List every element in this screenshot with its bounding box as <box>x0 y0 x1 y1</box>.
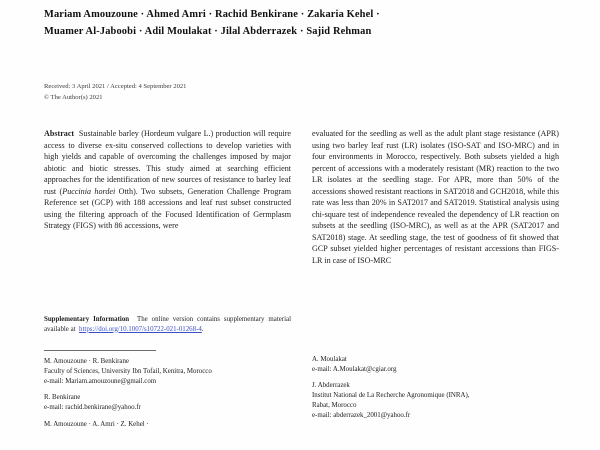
affiliation-email-line <box>44 403 294 413</box>
copyright-line: © The Author(s) 2021 <box>44 93 103 101</box>
affiliation-entry <box>312 355 562 375</box>
supplementary-information <box>44 315 291 334</box>
affiliation-address: Institut National de La Recherche Agronomique (INRA), <box>312 392 470 400</box>
affiliation-names: M. Amouzoune · A. Amri · Z. Kehel · <box>44 420 149 428</box>
affiliation-names: J. Abderrazek <box>312 382 350 390</box>
affiliation-entry <box>44 357 294 387</box>
email-label: e-mail: <box>312 365 332 373</box>
doi-link[interactable]: https://doi.org/10.1007/s10722-021-01268-4 <box>79 325 202 333</box>
email-address[interactable]: rachid.benkirane@yahoo.fr <box>65 404 141 412</box>
supplementary-text: The online version contains supplementary material available at <box>44 316 291 333</box>
received-accepted-line: Received: 3 April 2021 / Accepted: 4 September 2021 <box>44 83 187 90</box>
email-label: e-mail: <box>44 377 64 385</box>
affiliation-entry <box>312 381 562 421</box>
publication-dates <box>44 82 294 103</box>
affiliation-address: Rabat, Morocco <box>312 402 357 410</box>
email-address[interactable]: abderrazek_2001@yahoo.fr <box>333 412 411 420</box>
affiliation-block-right <box>312 355 562 421</box>
affiliation-entry <box>44 393 294 413</box>
author-line-1: Mariam Amouzoune · Ahmed Amri · Rachid Benkirane · Zakaria Kehel · <box>44 9 380 20</box>
doi-link-suffix: . <box>201 325 204 333</box>
author-line-2: Muamer Al-Jaboobi · Adil Moulakat · Jilal Abderrazek · Sajid Rehman <box>44 26 372 37</box>
abstract-column-left <box>44 128 291 232</box>
email-address[interactable]: Mariam.amouzoune@gmail.com <box>65 377 157 385</box>
abstract-column-right <box>312 128 559 267</box>
abstract-text-left: Sustainable barley (Hordeum vulgare L.) production will require access to diverse ex-situ conserved collections to develop varieties with high yields and capable of overcoming the challenges imposed by major abiotic and biotic stresses. This study aimed at searching efficient approaches for the identification of new sources of resistance to barley leaf rust (Puccinia hordei Otth). Two subsets, Generation Challenge Program Reference set (GCP) with 188 accessions and leaf rust subset constructed using the filtering approach of the Focused Identification of Germplasm Strategy (FIGS) with 86 accessions, were <box>44 129 291 231</box>
abstract-text-right: evaluated for the seedling as well as the adult plant stage resistance (APR) using two barley leaf rust (LR) isolates (ISO-SAT and ISO-MRC) and in four environments in Morocco, respectively. Both subsets yielded a high percent of accessions with a moderately resistant (MR) reaction to the two LR isolates at the seedling stage. For APR, more than 50% of the accessions showed resistant reactions in SAT2018 and GCH2018, while this rate was less than 20% in SAT2017 and SAT2019. Statistical analysis using chi-square test of independence revealed the dependency of LR reaction on subsets at the seedling (ISO-MRC), as well as at the APR (SAT2017 and SAT2018) stage. At seedling stage, the test of goodness of fit showed that GCP subset yielded higher percentages of resistant accessions than FIGS-LR in case of ISO-MRC <box>312 129 559 266</box>
email-address[interactable]: A.Moulakat@cgiar.org <box>332 365 397 373</box>
email-label: e-mail: <box>312 412 332 420</box>
abstract-heading: Abstract <box>44 129 75 138</box>
affiliation-entry <box>44 420 294 430</box>
author-list <box>44 6 556 40</box>
email-label: e-mail: <box>44 404 64 412</box>
affiliation-names: M. Amouzoune · R. Benkirane <box>44 358 129 365</box>
affiliation-names: A. Moulakat <box>312 356 347 363</box>
affiliation-block-left <box>44 357 294 429</box>
affiliation-address: Faculty of Sciences, University Ibn Tofail, Kenitra, Morocco <box>44 367 212 375</box>
affiliation-email-line <box>44 377 294 387</box>
abstract-paragraph-left <box>44 128 291 232</box>
footnote-divider <box>44 350 156 351</box>
species-name: Puccinia hordei <box>62 186 116 196</box>
supplementary-heading: Supplementary Information <box>44 316 130 323</box>
affiliation-names: R. Benkirane <box>44 394 81 402</box>
affiliation-email-line <box>312 365 562 375</box>
affiliation-email-line <box>312 411 562 421</box>
